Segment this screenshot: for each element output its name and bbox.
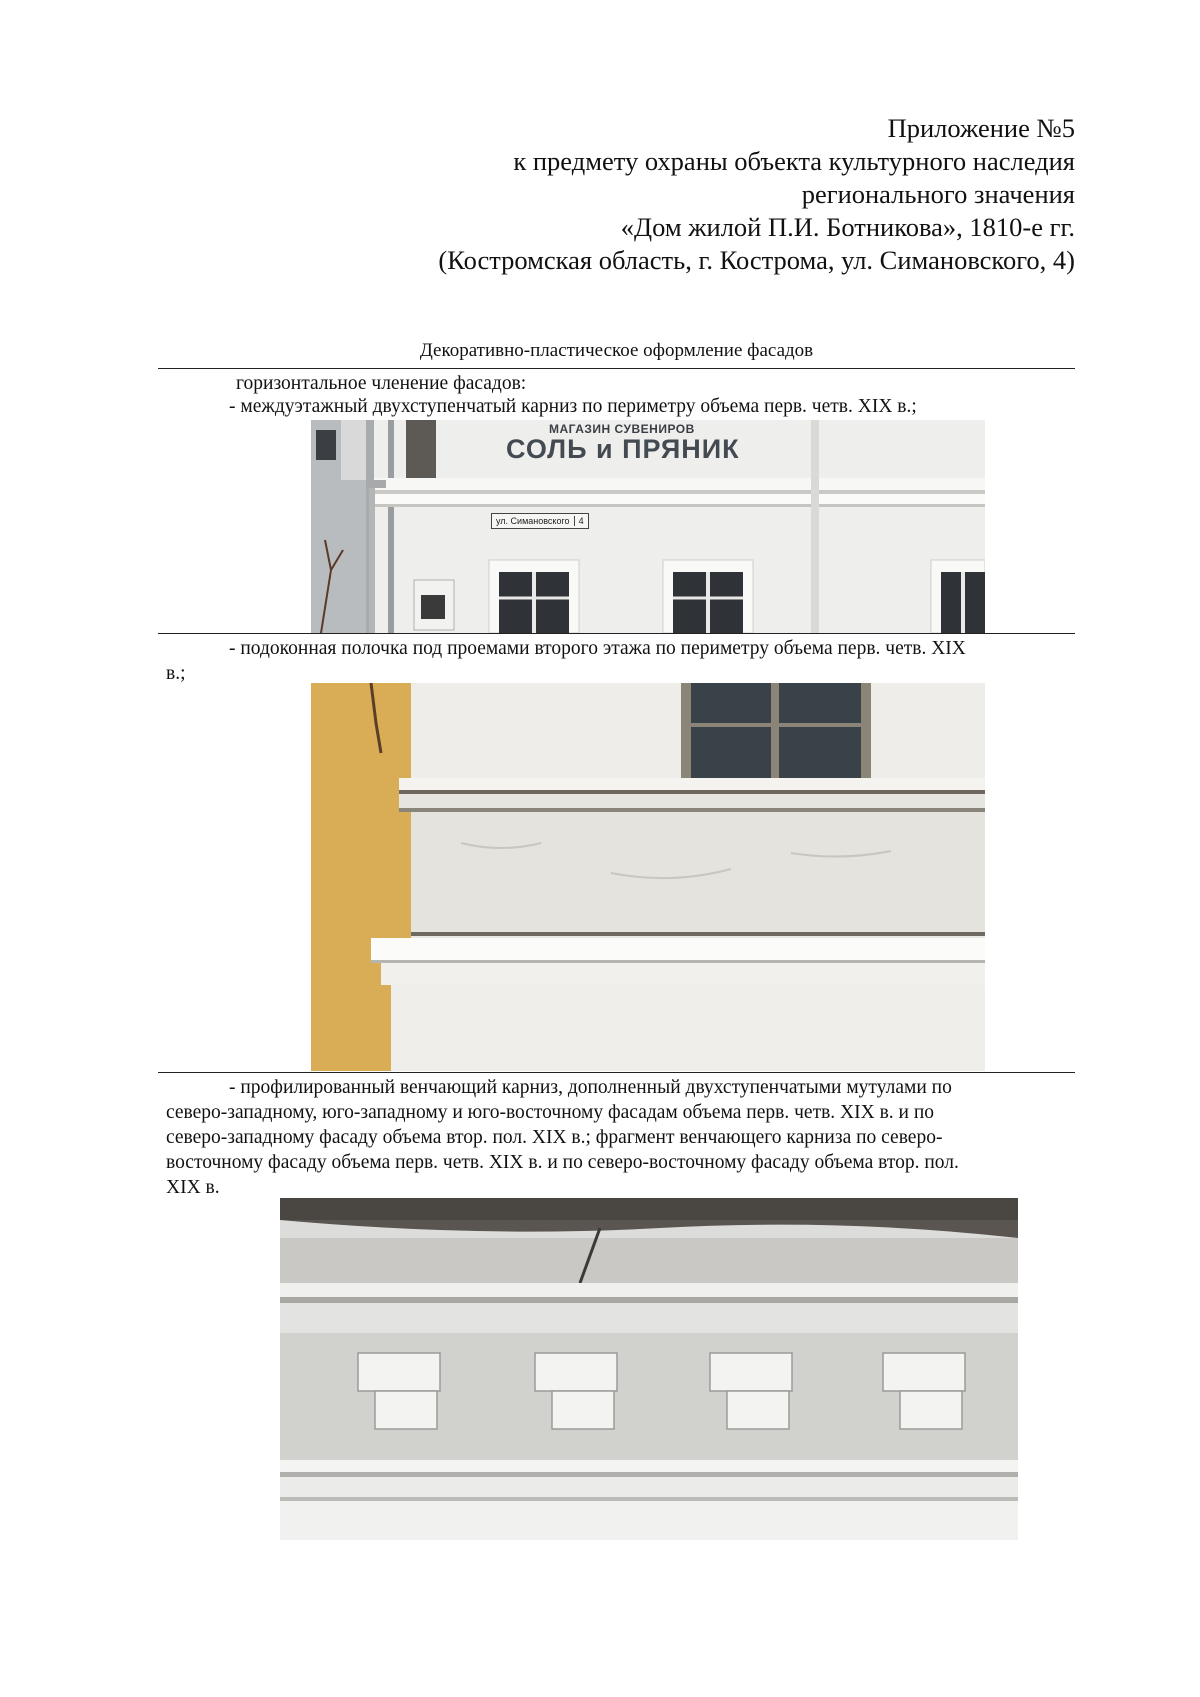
header-line-2: к предмету охраны объекта культурного наследия (513, 146, 1075, 176)
appendix-number: Приложение №5 (887, 113, 1075, 143)
divider (158, 1072, 1075, 1073)
facade-photo-window-sill (311, 683, 985, 1071)
shop-sign-subtitle: МАГАЗИН СУВЕНИРОВ (549, 422, 695, 436)
divider (158, 368, 1075, 369)
facade-photo-interfloor-cornice (311, 420, 985, 633)
item-3-text-line-2: северо-западному, юго-западному и юго-восточному фасадам объема перв. четв. XIX в. и по (166, 1102, 935, 1123)
item-3-text-line-5: XIX в. (166, 1177, 220, 1198)
section-title: Декоративно-пластическое оформление фасадов (419, 340, 814, 361)
item-1-text: - междуэтажный двухступенчатый карниз по периметру объема перв. четв. XIX в.; (229, 396, 917, 417)
divider (158, 633, 1075, 634)
item-2-text-line-2: в.; (166, 663, 186, 684)
header-line-3: регионального значения (801, 179, 1075, 209)
document-header (438, 112, 1075, 277)
item-3-text-line-4: восточному фасаду объема перв. четв. XIX в. и по северо-восточному фасаду объема втор. пол. (166, 1152, 959, 1173)
facade-photo-crowning-cornice-mutules (280, 1198, 1018, 1540)
item-2-text-line-1: - подоконная полочка под проемами второго этажа по периметру объема перв. четв. XIX (229, 638, 966, 659)
subsection-title: горизонтальное членение фасадов: (236, 373, 527, 394)
item-3-text-line-1: - профилированный венчающий карниз, дополненный двухступенчатыми мутулами по (229, 1077, 952, 1098)
street-plate-number: 4 (574, 516, 588, 526)
street-plate (491, 513, 589, 529)
shop-sign: СОЛЬ и ПРЯНИК (506, 434, 740, 464)
header-line-5: (Костромская область, г. Кострома, ул. Симановского, 4) (438, 245, 1075, 275)
item-3-text-line-3: северо-западному фасаду объема втор. пол. XIX в.; фрагмент венчающего карниза по северо- (166, 1127, 943, 1148)
street-plate-name: ул. Симановского (496, 516, 570, 526)
header-line-4: «Дом жилой П.И. Ботникова», 1810-е гг. (620, 212, 1075, 242)
